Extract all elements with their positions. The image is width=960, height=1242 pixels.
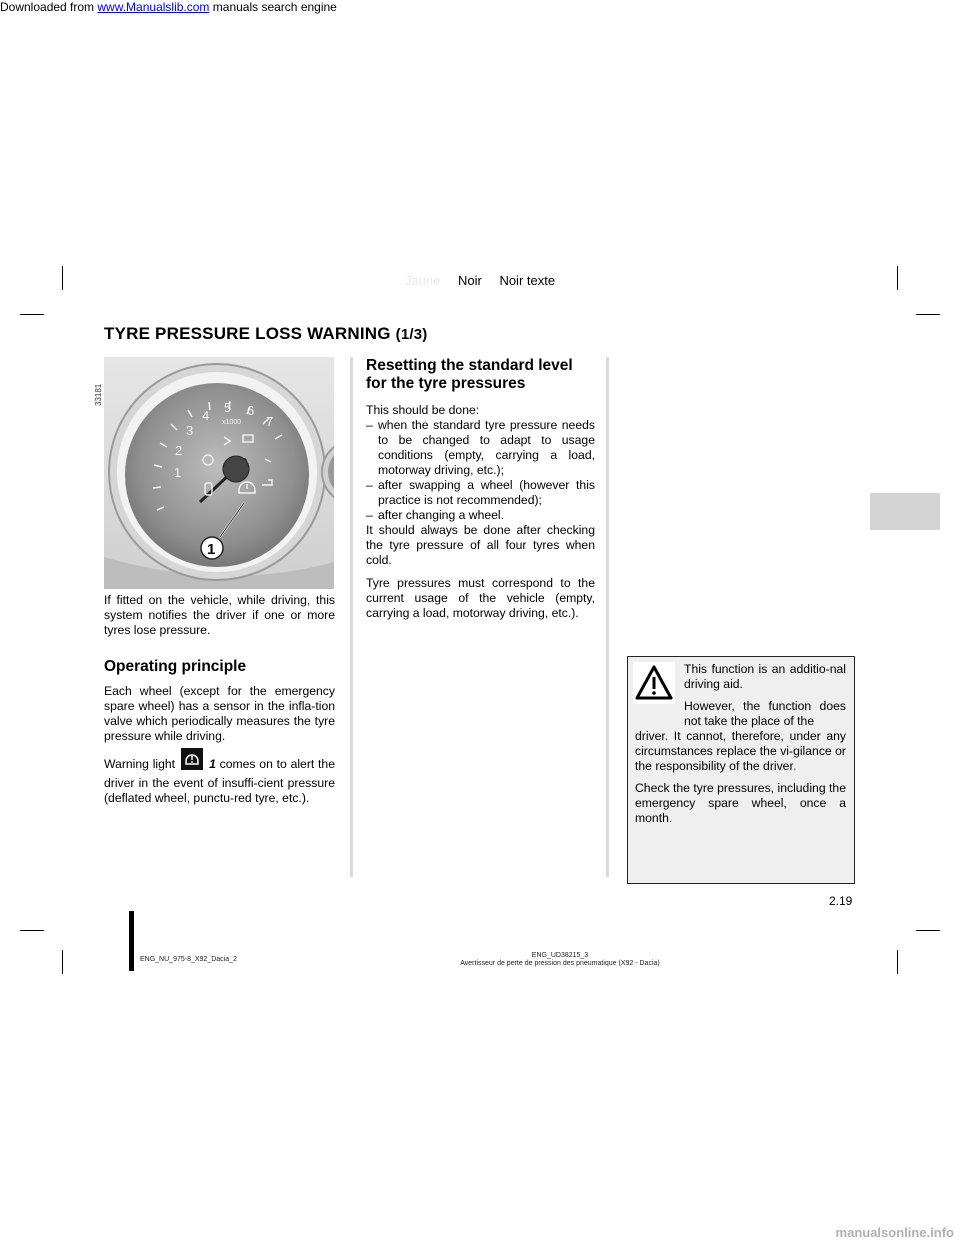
list-item: – after changing a wheel.: [366, 508, 505, 522]
operating-paragraph: Each wheel (except for the emergency spare wheel) has a sensor in the infla-tion valve which periodically measures the tyre pressure while driving.: [104, 684, 335, 743]
dial-number: 7: [266, 414, 274, 429]
footer-doc-code: ENG_NU_975-8_X92_Dacia_2: [140, 956, 237, 963]
dial-scale: x1000: [222, 419, 242, 426]
dial-number: 3: [186, 423, 194, 438]
column-divider: [350, 357, 353, 877]
intro-paragraph: If fitted on the vehicle, while driving, this system notifies the driver if one or more tyres lose pressure.: [104, 593, 335, 637]
operating-principle-heading: Operating principle: [104, 658, 247, 675]
dial-number: 4: [202, 408, 210, 423]
warning-paragraph: driver. It cannot, therefore, under any circumstances replace the vi-gilance or the responsibility of the driver.: [635, 729, 846, 773]
list-item: – after swapping a wheel (however this practice is not recommended);: [366, 478, 595, 507]
page-title: TYRE PRESSURE LOSS WARNING (1/3): [104, 324, 428, 343]
crop-mark: [20, 314, 44, 315]
bottom-banner: manualsonline.info: [835, 1225, 954, 1240]
figure-code: 33181: [94, 383, 103, 406]
crop-mark: [916, 930, 940, 931]
dial-number: 2: [175, 443, 183, 458]
column-divider: [606, 357, 609, 877]
list-item: – when the standard tyre pressure needs to be changed to adapt to usage conditions (empty, carrying a load, motorway driving, etc.);: [366, 418, 595, 477]
warning-light-paragraph: Warning light 1 comes on to alert the driver in the event of insuffi-cient pressure (deflated wheel, punctu-red tyre, etc.).: [104, 754, 335, 806]
manualslib-link[interactable]: www.Manualslib.com: [97, 0, 210, 14]
dial-number: 5: [224, 400, 232, 415]
resetting-heading: Resetting the standard level for the tyre pressures: [366, 357, 573, 392]
crop-mark: [916, 314, 940, 315]
prepress-labels: Jaune Noir Noir texte: [404, 273, 556, 288]
chapter-tab: [870, 493, 940, 530]
page-number: 2.19: [829, 894, 853, 908]
callout-number: 1: [207, 541, 216, 558]
dial-number: 1: [174, 465, 182, 480]
warning-paragraph: This function is an additio-nal driving aid.: [684, 662, 846, 691]
warning-text: [635, 662, 846, 833]
usage-paragraph: Tyre pressures must correspond to the current usage of the vehicle (empty, carrying a load, motorway driving, etc.).: [366, 576, 595, 620]
dial-number: 6: [247, 403, 255, 418]
cluster-illustration: [104, 357, 334, 589]
footer-section-code: ENG_UD38215_3 Avertisseur de perte de pression des pneumatique (X92 - Dacia): [460, 952, 660, 967]
lead-line: This should be done:: [366, 403, 480, 417]
after-paragraph: It should always be done after checking the tyre pressure of all four tyres when cold.: [366, 523, 595, 567]
crop-mark: [897, 950, 898, 974]
download-banner: Downloaded from www.Manualslib.com manuals search engine: [0, 0, 337, 14]
instrument-cluster-figure: [104, 357, 334, 589]
crop-mark: [20, 930, 44, 931]
middle-column: [366, 357, 595, 629]
warning-paragraph: However, the function does not take the place of the: [684, 699, 846, 728]
left-column: [104, 593, 335, 814]
warning-paragraph: Check the tyre pressures, including the emergency spare wheel, once a month.: [635, 781, 846, 825]
tyre-pressure-warning-icon: [181, 748, 203, 770]
footer-bar: [129, 911, 134, 971]
crop-mark: [62, 950, 63, 974]
